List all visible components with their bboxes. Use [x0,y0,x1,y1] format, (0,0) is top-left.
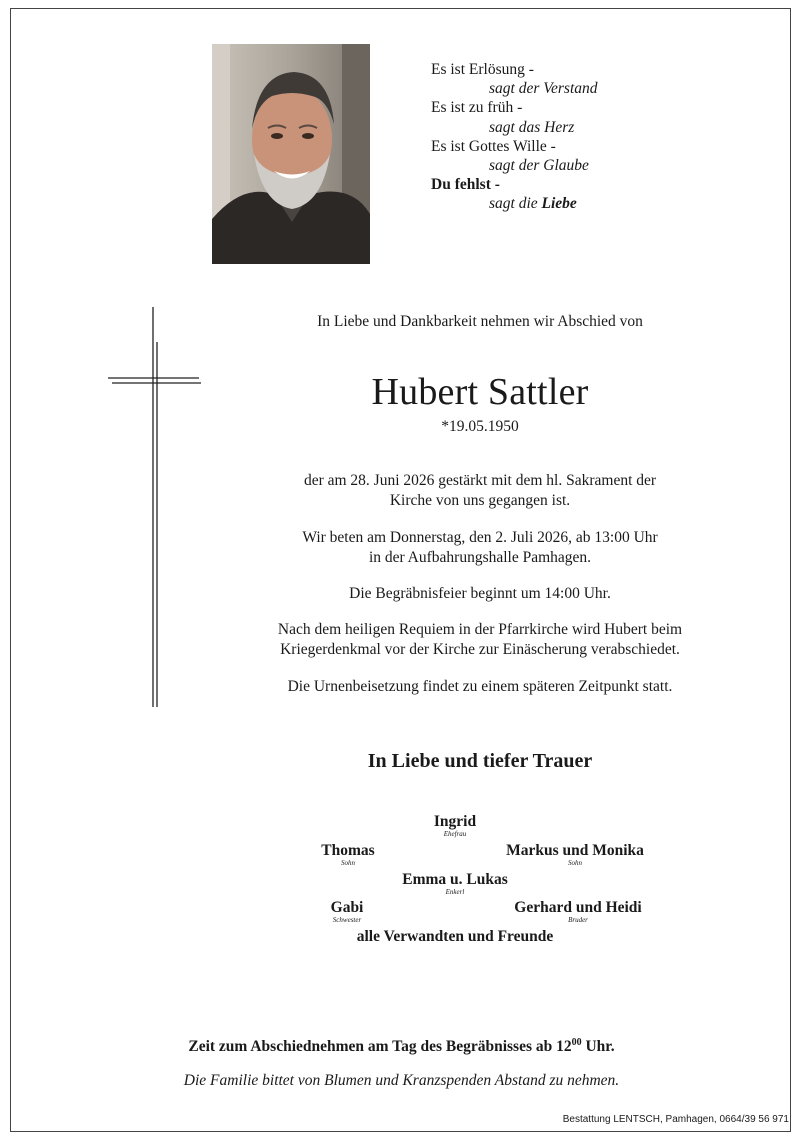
mourner-relation: Sohn [567,859,582,867]
poem-line: Es ist Erlösung - [431,61,534,78]
mourning-heading: In Liebe und tiefer Trauer [367,750,593,772]
undertaker-info: Bestattung LENTSCH, Pamhagen, 0664/39 56 971 [562,1114,789,1125]
portrait-photo [212,44,370,264]
requiem-notice [240,620,720,660]
mourner-ingrid [434,813,476,838]
flowers-notice: Die Familie bittet von Blumen und Kranzspenden Abstand zu nehmen. [183,1072,620,1089]
death-notice [240,471,720,511]
mourner-emma [402,871,508,896]
text-line: Kriegerdenkmal vor der Kirche zur Einäscherung verabschiedet. [280,641,680,658]
poem-line: sagt das Herz [489,118,575,136]
poem-line: sagt der Glaube [489,157,589,175]
farewell-text: Zeit zum Abschiednehmen am Tag des Begräbnisses ab 12 [188,1038,572,1056]
farewell-notice [0,1037,803,1056]
intro-text: In Liebe und Dankbarkeit nehmen wir Abschied von [317,313,643,330]
mourner-name: Emma u. Lukas [402,871,508,888]
poem-line: sagt der Verstand [489,80,598,98]
mourner-relation: Bruder [568,916,588,924]
mourner-name: alle Verwandten und Freunde [356,928,554,945]
text-line: Wir beten am Donnerstag, den 2. Juli 2026, ab 13:00 Uhr [302,529,658,546]
mourner-relation: Sohn [341,859,355,867]
funeral-notice: Die Begräbnisfeier beginnt um 14:00 Uhr. [349,585,611,602]
mourner-relation: Ehefrau [443,830,467,838]
mourner-name: Gerhard und Heidi [514,899,642,916]
text-line: Kirche von uns gegangen ist. [389,492,571,509]
mourner-relation: Schwester [332,916,362,924]
mourner-name: Markus und Monika [506,842,644,859]
farewell-unit: Uhr. [581,1038,615,1056]
mourner-relation: Enkerl [445,888,465,896]
mourner-name: Ingrid [433,813,477,830]
poem [431,60,598,214]
poem-emphasis: Liebe [541,195,577,213]
poem-line: Du fehlst - [431,176,500,194]
poem-text: sagt die [489,195,542,213]
poem-line [431,194,598,213]
text-line: in der Aufbahrungshalle Pamhagen. [368,549,592,566]
mourner-all [357,928,554,946]
mourner-gabi [331,899,364,924]
mourner-gerhard [514,899,641,924]
mourner-markus [506,842,644,867]
birth-date: *19.05.1950 [441,418,519,435]
poem-line: Es ist zu früh - [431,99,523,117]
prayer-notice [240,528,720,568]
text-line: Nach dem heiligen Requiem in der Pfarrkirche wird Hubert beim [277,621,683,638]
text-line: der am 28. Juni 2026 gestärkt mit dem hl. Sakrament der [303,472,657,489]
mourner-thomas [321,842,374,867]
deceased-name: Hubert Sattler [371,371,589,413]
mourner-name: Thomas [321,842,375,859]
cross-icon [108,307,203,707]
urn-notice: Die Urnenbeisetzung findet zu einem späteren Zeitpunkt statt. [287,678,673,695]
mourner-name: Gabi [330,899,364,916]
poem-line: Es ist Gottes Wille - [431,137,556,155]
farewell-minutes: 00 [571,1037,582,1048]
